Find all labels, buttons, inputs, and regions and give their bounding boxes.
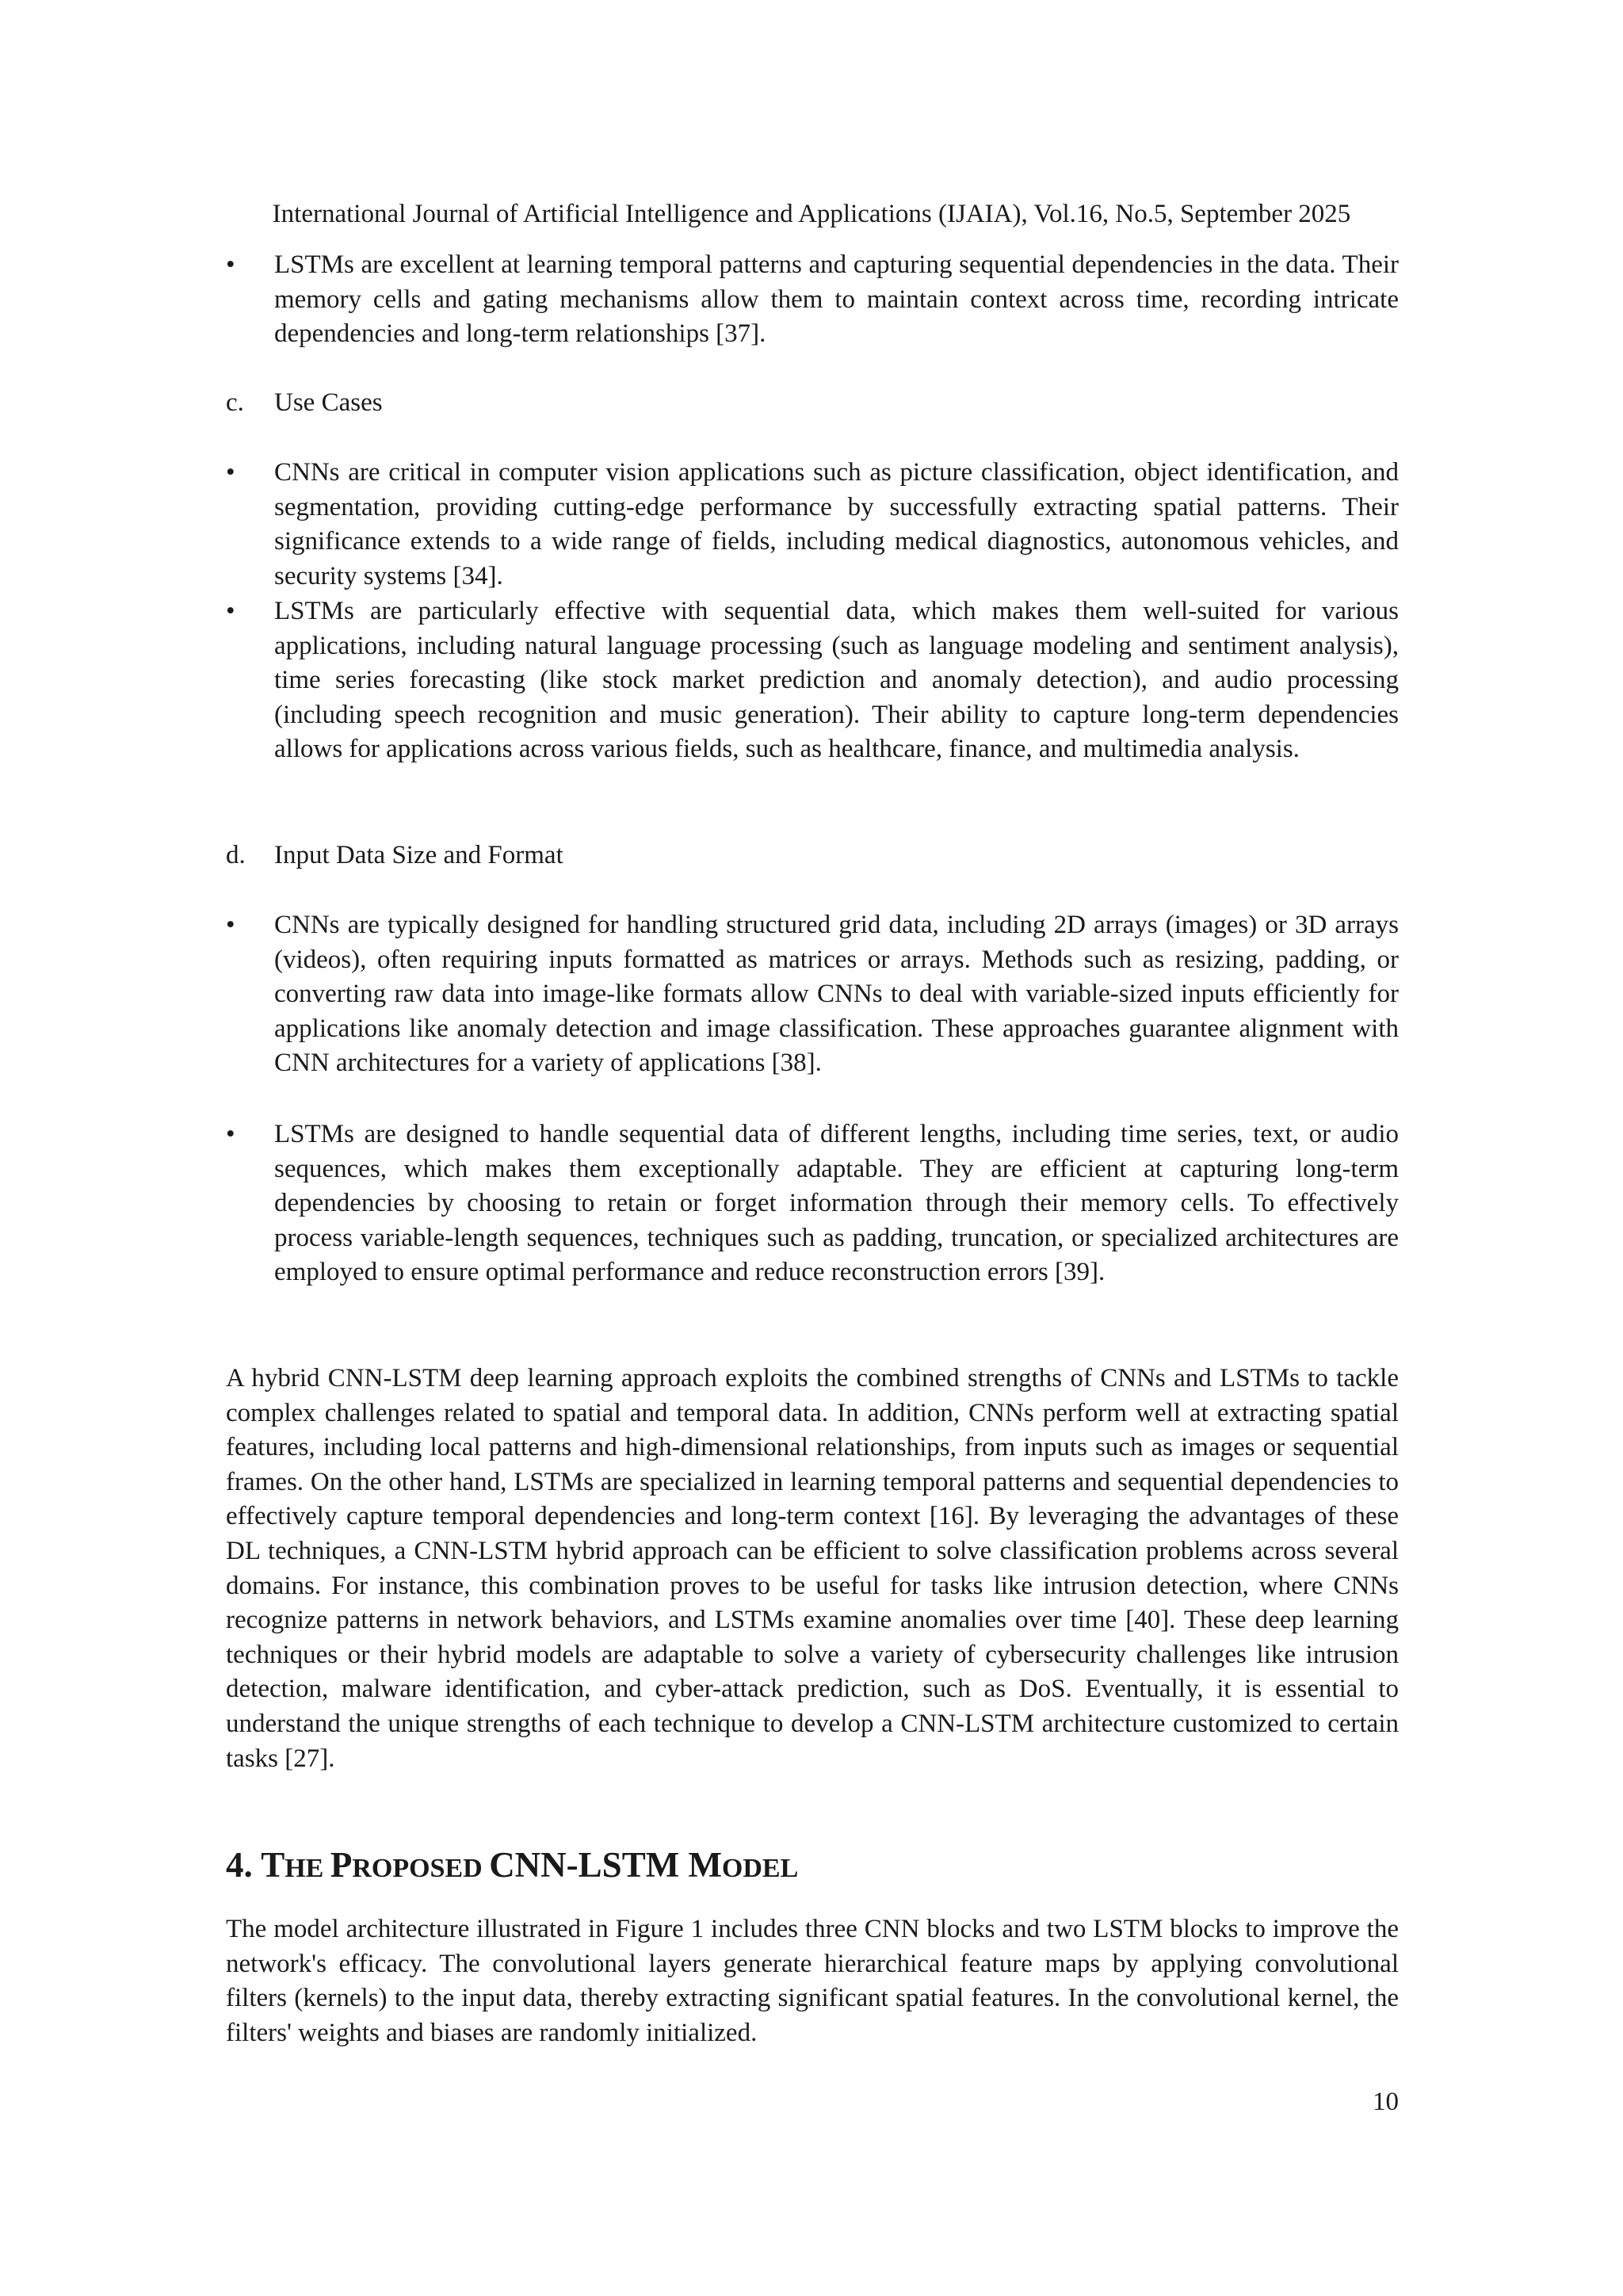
bullet-icon: •: [226, 911, 235, 939]
subsection-title: Use Cases: [274, 388, 383, 417]
list-item-text: LSTMs are particularly effective with sequential data, which makes them well-suited for various applications, including natural language processing (such as language modeling and sentiment analysis), time series forecasting (like stock market prediction and anomaly detection), and audio processing (including speech recognition and music generation). Their ability to capture long-term dependencies allows for applications across various fields, such as healthcare, finance, and multimedia analysis.: [274, 597, 1399, 764]
list-item: [226, 594, 1399, 767]
list-item: [226, 248, 1399, 352]
page-number: 10: [1373, 2088, 1399, 2116]
bullet-icon: •: [226, 458, 235, 487]
section-heading: [226, 1843, 798, 1891]
list-item-text: CNNs are typically designed for handling structured grid data, including 2D arrays (images) or 3D arrays (videos), often requiring inputs formatted as matrices or arrays. Methods such as resizing, padding, or converting raw data into image-like formats allow CNNs to deal with variable-sized inputs efficiently for applications like anomaly detection and image classification. These approaches guarantee alignment with CNN architectures for a variety of applications [38].: [274, 911, 1399, 1078]
subsection-letter: c.: [226, 388, 244, 417]
running-header: International Journal of Artificial Intelligence and Applications (IJAIA), Vol.16, No.5, September 2025: [272, 200, 1351, 228]
section-title: THE PROPOSED CNN-LSTM MODEL: [261, 1845, 799, 1885]
subsection-heading: [226, 839, 1399, 873]
section-number: 4.: [226, 1845, 253, 1885]
list-item-text: LSTMs are designed to handle sequential data of different lengths, including time series, text, or audio sequences, which makes them exceptionally adaptable. They are efficient at capturing long-term dependencies by choosing to retain or forget information through their memory cells. To effectively process variable-length sequences, techniques such as padding, truncation, or specialized architectures are employed to ensure optimal performance and reduce reconstruction errors [39].: [274, 1120, 1399, 1287]
subsection-title: Input Data Size and Format: [274, 841, 563, 869]
list-item: [226, 908, 1399, 1081]
list-item: [226, 456, 1399, 594]
list-item-text: CNNs are critical in computer vision applications such as picture classification, object identification, and segmentation, providing cutting-edge performance by successfully extracting spatial patterns. Their significance extends to a wide range of fields, including medical diagnostics, autonomous vehicles, and security systems [34].: [274, 458, 1399, 590]
bullet-icon: •: [226, 250, 235, 279]
bullet-icon: •: [226, 597, 235, 625]
body-paragraph: The model architecture illustrated in Figure 1 includes three CNN blocks and two LSTM blocks to improve the network's efficacy. The convolutional layers generate hierarchical feature maps by applying convolutional filters (kernels) to the input data, thereby extracting significant spatial features. In the convolutional kernel, the filters' weights and biases are randomly initialized.: [226, 1915, 1399, 2047]
list-item: [226, 1117, 1399, 1290]
subsection-letter: d.: [226, 841, 246, 869]
subsection-heading: [226, 386, 1399, 421]
bullet-icon: •: [226, 1120, 235, 1148]
list-item-text: LSTMs are excellent at learning temporal patterns and capturing sequential dependencies in the data. Their memory cells and gating mechanisms allow them to maintain context across time, recording intricate dependencies and long-term relationships [37].: [274, 250, 1399, 349]
body-paragraph: A hybrid CNN-LSTM deep learning approach exploits the combined strengths of CNNs and LSTMs to tackle complex challenges related to spatial and temporal data. In addition, CNNs perform well at extracting spatial features, including local patterns and high-dimensional relationships, from inputs such as images or sequential frames. On the other hand, LSTMs are specialized in learning temporal patterns and sequential dependencies to effectively capture temporal dependencies and long-term context [16]. By leveraging the advantages of these DL techniques, a CNN-LSTM hybrid approach can be efficient to solve classification problems across several domains. For instance, this combination proves to be useful for tasks like intrusion detection, where CNNs recognize patterns in network behaviors, and LSTMs examine anomalies over time [40]. These deep learning techniques or their hybrid models are adaptable to solve a variety of cybersecurity challenges like intrusion detection, malware identification, and cyber-attack prediction, such as DoS. Eventually, it is essential to understand the unique strengths of each technique to develop a CNN-LSTM architecture customized to certain tasks [27].: [226, 1364, 1399, 1773]
